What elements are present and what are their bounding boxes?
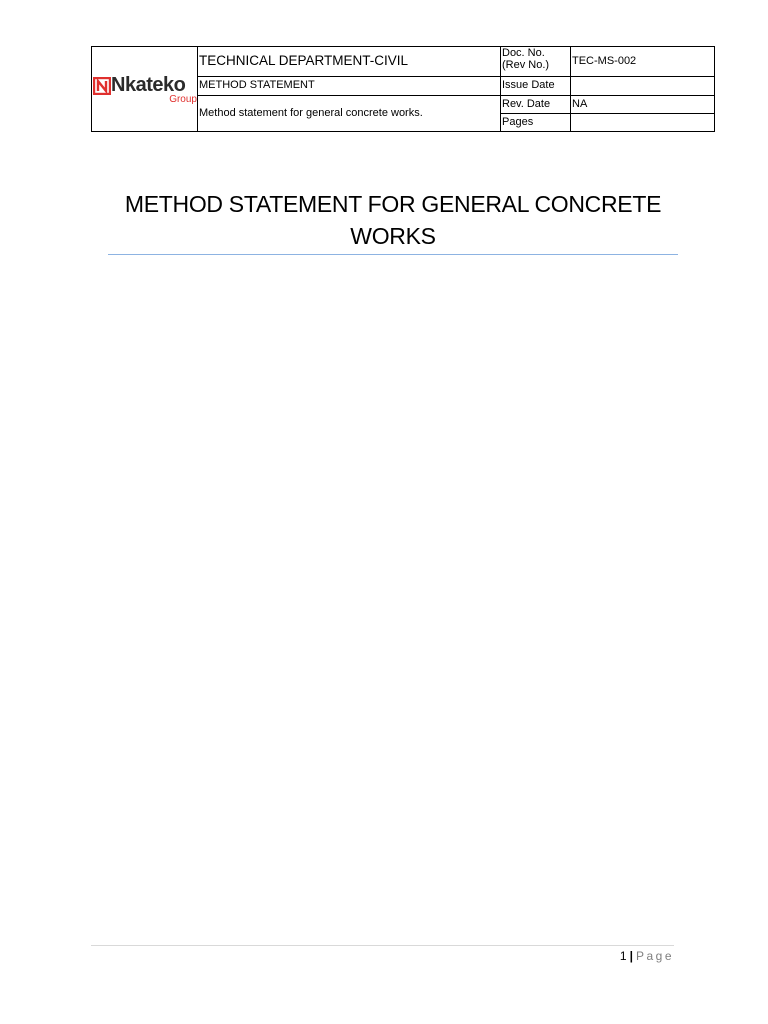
document-header-table <box>91 46 715 132</box>
rev-date-label-cell: Rev. Date <box>501 95 571 113</box>
doc-type-cell: METHOD STATEMENT <box>198 77 501 95</box>
footer-divider <box>91 945 674 946</box>
doc-no-label-line1: Doc. No. <box>502 47 545 59</box>
nkateko-logo-mark-icon <box>93 77 111 95</box>
doc-no-label-line2: (Rev No.) <box>502 59 550 71</box>
pages-label-cell: Pages <box>501 113 571 131</box>
rev-date-value-cell: NA <box>571 95 715 113</box>
document-title-line1: METHOD STATEMENT FOR GENERAL CONCRETE <box>124 191 662 217</box>
page-footer <box>620 948 674 964</box>
logo-sub-text: Group <box>169 94 197 105</box>
company-logo <box>92 69 197 109</box>
pages-value-cell <box>571 113 715 131</box>
issue-date-label-cell: Issue Date <box>501 77 571 95</box>
document-title <box>108 188 678 252</box>
doc-no-value-cell: TEC-MS-002 <box>571 47 715 77</box>
title-underline-divider <box>108 254 678 255</box>
department-cell: TECHNICAL DEPARTMENT-CIVIL <box>198 47 501 77</box>
document-title-line2: WORKS <box>350 223 436 249</box>
page-word: Page <box>635 949 674 963</box>
doc-no-label-cell <box>501 47 571 77</box>
issue-date-value-cell <box>571 77 715 95</box>
logo-cell <box>92 47 198 132</box>
page-separator: | <box>629 949 633 963</box>
description-cell: Method statement for general concrete works. <box>198 95 501 131</box>
logo-brand-text: Nkateko <box>111 74 186 96</box>
page-number: 1 <box>619 949 627 963</box>
